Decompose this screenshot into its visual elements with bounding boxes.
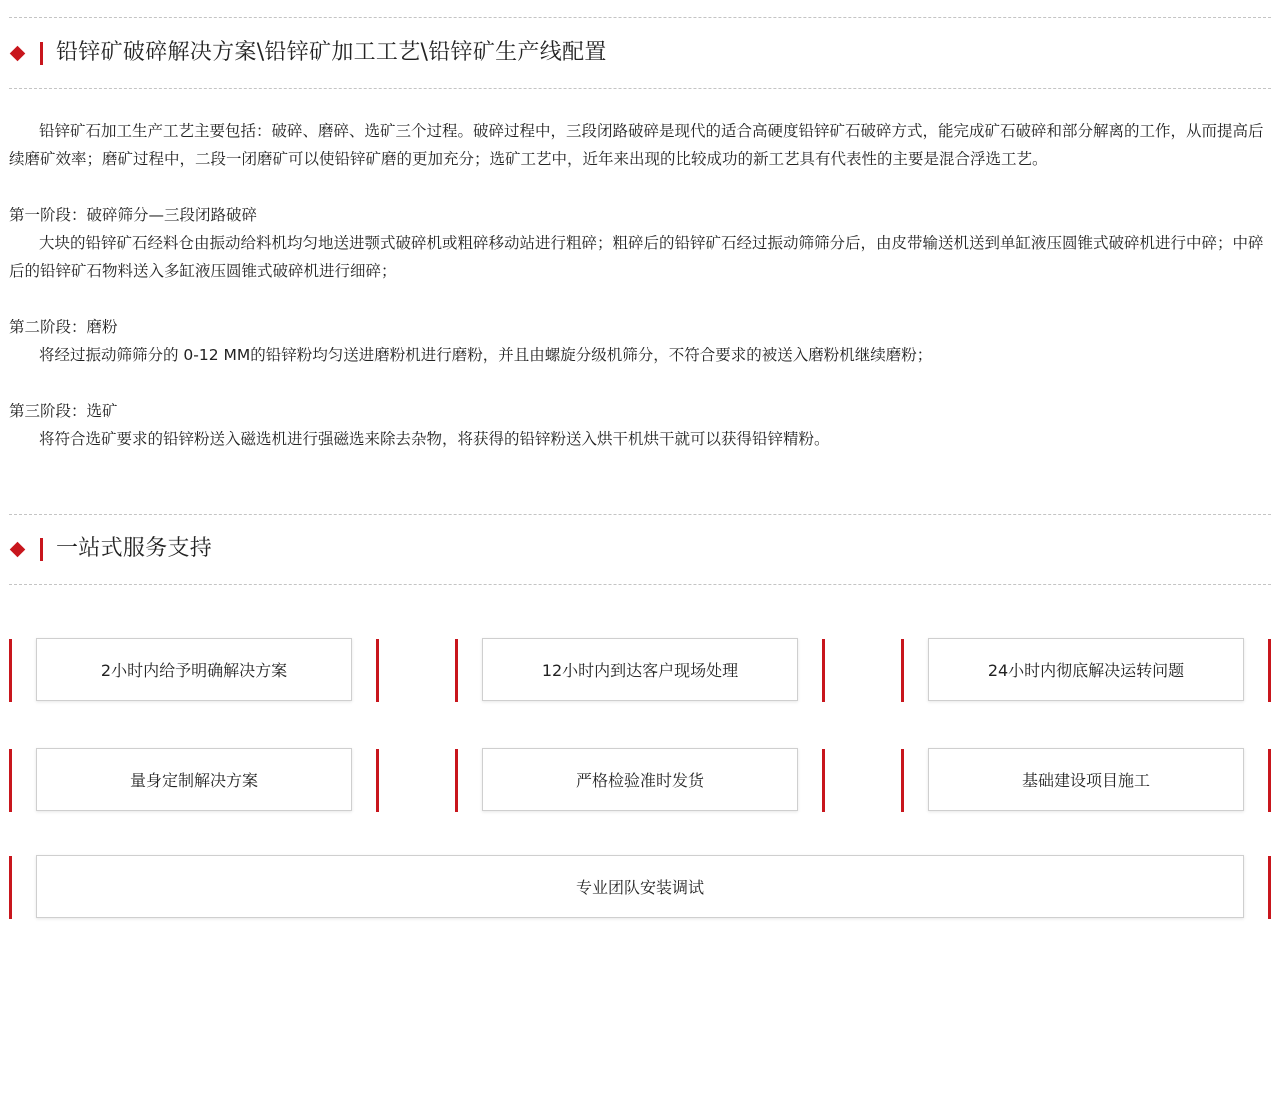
service-accent-bar xyxy=(1268,856,1271,919)
stage-3-text: 将符合选矿要求的铅锌粉送入磁选机进行强磁选来除去杂物，将获得的铅锌粉送入烘干机烘干就可以获得铅锌精粉。 xyxy=(39,430,830,448)
service-card: 基础建设项目施工 xyxy=(928,748,1244,811)
service-accent-bar xyxy=(1268,639,1271,702)
stage-2-text: 将经过振动筛筛分的 0-12 MM的铅锌粉均匀送进磨粉机进行磨粉，并且由螺旋分级机筛分，不符合要求的被送入磨粉机继续磨粉； xyxy=(39,346,933,364)
title-accent-bar xyxy=(40,42,43,65)
service-card: 24小时内彻底解决运转问题 xyxy=(928,638,1244,701)
stage-1-text: 大块的铅锌矿石经料仓由振动给料机均匀地送进颚式破碎机或粗碎移动站进行粗碎；粗碎后的铅锌矿石经过振动筛筛分后，由皮带输送机送到单缸液压圆锥式破碎机进行中碎；中碎后的铅锌矿石物料送入多缸液压圆锥式破碎机进行细碎； xyxy=(9,234,1264,280)
service-accent-bar xyxy=(376,749,379,812)
service-card: 12小时内到达客户现场处理 xyxy=(482,638,798,701)
service-card: 2小时内给予明确解决方案 xyxy=(36,638,352,701)
service-accent-bar xyxy=(9,749,12,812)
divider-top xyxy=(9,17,1271,18)
divider-services-top xyxy=(9,514,1271,515)
service-accent-bar xyxy=(901,639,904,702)
service-accent-bar xyxy=(9,856,12,919)
intro-paragraph: 铅锌矿石加工生产工艺主要包括：破碎、磨碎、选矿三个过程。破碎过程中，三段闭路破碎是现代的适合高硬度铅锌矿石破碎方式，能完成矿石破碎和部分解离的工作，从而提高后续磨矿效率；磨矿过程中，二段一闭磨矿可以使铅锌矿磨的更加充分；选矿工艺中，近年来出现的比较成功的新工艺具有代表性的主要是混合浮选工艺。 xyxy=(9,122,1264,168)
section-title-services: 一站式服务支持 xyxy=(56,536,213,561)
service-accent-bar xyxy=(1268,749,1271,812)
service-accent-bar xyxy=(455,749,458,812)
service-accent-bar xyxy=(822,749,825,812)
stage-1-heading: 第一阶段：破碎筛分—三段闭路破碎 xyxy=(9,206,258,224)
section-title-process: 铅锌矿破碎解决方案\铅锌矿加工工艺\铅锌矿生产线配置 xyxy=(56,40,607,65)
service-accent-bar xyxy=(9,639,12,702)
stage-3-heading: 第三阶段：选矿 xyxy=(9,402,118,420)
diamond-bullet-icon xyxy=(10,46,26,62)
service-card-wide: 专业团队安装调试 xyxy=(36,855,1244,918)
divider-below-title xyxy=(9,88,1271,89)
service-card: 量身定制解决方案 xyxy=(36,748,352,811)
service-accent-bar xyxy=(901,749,904,812)
service-accent-bar xyxy=(822,639,825,702)
title-accent-bar xyxy=(40,538,43,561)
diamond-bullet-icon xyxy=(10,542,26,558)
stage-2-heading: 第二阶段：磨粉 xyxy=(9,318,118,336)
service-accent-bar xyxy=(455,639,458,702)
service-accent-bar xyxy=(376,639,379,702)
divider-services-bottom xyxy=(9,584,1271,585)
process-description xyxy=(9,117,1274,453)
service-card: 严格检验准时发货 xyxy=(482,748,798,811)
